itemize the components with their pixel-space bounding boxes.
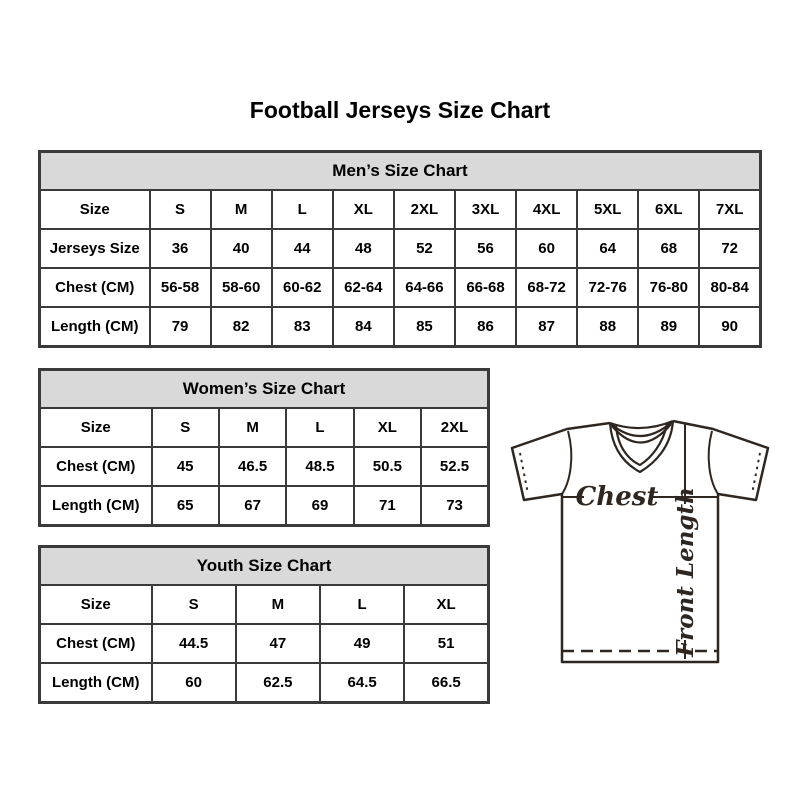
table-row bbox=[40, 663, 489, 703]
value-cell: 83 bbox=[272, 307, 333, 347]
youth-size-chart-table bbox=[38, 545, 490, 704]
value-cell: M bbox=[211, 190, 272, 229]
value-cell: L bbox=[320, 585, 404, 624]
value-cell: 64-66 bbox=[394, 268, 455, 307]
value-cell: 72 bbox=[699, 229, 760, 268]
row-label: Size bbox=[40, 408, 152, 447]
value-cell: 84 bbox=[333, 307, 394, 347]
value-cell: 3XL bbox=[455, 190, 516, 229]
table-title-row bbox=[40, 547, 489, 586]
row-label: Length (CM) bbox=[40, 486, 152, 526]
value-cell: 72-76 bbox=[577, 268, 638, 307]
value-cell: 7XL bbox=[699, 190, 760, 229]
value-cell: 40 bbox=[211, 229, 272, 268]
value-cell: 85 bbox=[394, 307, 455, 347]
value-cell: 44.5 bbox=[152, 624, 236, 663]
value-cell: 52 bbox=[394, 229, 455, 268]
value-cell: 2XL bbox=[394, 190, 455, 229]
value-cell: 60 bbox=[152, 663, 236, 703]
table-title: Youth Size Chart bbox=[40, 547, 489, 586]
table-row bbox=[40, 229, 761, 268]
table-row bbox=[40, 585, 489, 624]
front-length-label: Front Length bbox=[672, 487, 699, 657]
page-title: Football Jerseys Size Chart bbox=[249, 97, 551, 123]
armhole-seam-right bbox=[709, 431, 718, 494]
table-row bbox=[40, 268, 761, 307]
row-label: Chest (CM) bbox=[40, 447, 152, 486]
value-cell: 56-58 bbox=[150, 268, 211, 307]
table-title-row bbox=[40, 370, 489, 409]
value-cell: 71 bbox=[354, 486, 421, 526]
value-cell: XL bbox=[354, 408, 421, 447]
value-cell: L bbox=[286, 408, 353, 447]
row-label: Length (CM) bbox=[40, 307, 150, 347]
value-cell: 62-64 bbox=[333, 268, 394, 307]
row-label: Length (CM) bbox=[40, 663, 152, 703]
value-cell: 46.5 bbox=[219, 447, 286, 486]
value-cell: 58-60 bbox=[211, 268, 272, 307]
jersey-outline-icon bbox=[512, 421, 768, 662]
row-label: Chest (CM) bbox=[40, 624, 152, 663]
value-cell: 48.5 bbox=[286, 447, 353, 486]
value-cell: 67 bbox=[219, 486, 286, 526]
value-cell: 65 bbox=[152, 486, 219, 526]
value-cell: 5XL bbox=[577, 190, 638, 229]
table-row bbox=[40, 408, 489, 447]
value-cell: 51 bbox=[404, 624, 488, 663]
value-cell: 80-84 bbox=[699, 268, 760, 307]
collar-icon bbox=[610, 421, 673, 472]
value-cell: 45 bbox=[152, 447, 219, 486]
chest-label: Chest bbox=[575, 482, 659, 512]
value-cell: 66.5 bbox=[404, 663, 488, 703]
jersey-measurement-diagram bbox=[504, 402, 776, 694]
table-row bbox=[40, 486, 489, 526]
value-cell: 47 bbox=[236, 624, 320, 663]
value-cell: 79 bbox=[150, 307, 211, 347]
value-cell: 87 bbox=[516, 307, 577, 347]
value-cell: 44 bbox=[272, 229, 333, 268]
value-cell: 60 bbox=[516, 229, 577, 268]
row-label: Jerseys Size bbox=[40, 229, 150, 268]
value-cell: 89 bbox=[638, 307, 699, 347]
value-cell: 64 bbox=[577, 229, 638, 268]
table-title: Women’s Size Chart bbox=[40, 370, 489, 409]
table-row bbox=[40, 624, 489, 663]
value-cell: 68-72 bbox=[516, 268, 577, 307]
value-cell: 4XL bbox=[516, 190, 577, 229]
value-cell: M bbox=[219, 408, 286, 447]
row-label: Size bbox=[40, 190, 150, 229]
value-cell: 52.5 bbox=[421, 447, 488, 486]
value-cell: XL bbox=[404, 585, 488, 624]
value-cell: 50.5 bbox=[354, 447, 421, 486]
value-cell: S bbox=[150, 190, 211, 229]
womens-size-chart-table bbox=[38, 368, 490, 527]
value-cell: 90 bbox=[699, 307, 760, 347]
value-cell: 88 bbox=[577, 307, 638, 347]
table-row bbox=[40, 190, 761, 229]
value-cell: L bbox=[272, 190, 333, 229]
value-cell: 86 bbox=[455, 307, 516, 347]
armhole-seam-left bbox=[562, 431, 571, 494]
value-cell: 2XL bbox=[421, 408, 488, 447]
mens-size-chart-table bbox=[38, 150, 762, 348]
value-cell: 6XL bbox=[638, 190, 699, 229]
value-cell: 73 bbox=[421, 486, 488, 526]
value-cell: 82 bbox=[211, 307, 272, 347]
value-cell: 48 bbox=[333, 229, 394, 268]
value-cell: 68 bbox=[638, 229, 699, 268]
value-cell: 62.5 bbox=[236, 663, 320, 703]
value-cell: 76-80 bbox=[638, 268, 699, 307]
value-cell: 64.5 bbox=[320, 663, 404, 703]
value-cell: XL bbox=[333, 190, 394, 229]
row-label: Size bbox=[40, 585, 152, 624]
value-cell: S bbox=[152, 585, 236, 624]
table-title-row bbox=[40, 152, 761, 191]
value-cell: 60-62 bbox=[272, 268, 333, 307]
table-row bbox=[40, 307, 761, 347]
value-cell: 49 bbox=[320, 624, 404, 663]
value-cell: 69 bbox=[286, 486, 353, 526]
value-cell: M bbox=[236, 585, 320, 624]
value-cell: S bbox=[152, 408, 219, 447]
row-label: Chest (CM) bbox=[40, 268, 150, 307]
value-cell: 56 bbox=[455, 229, 516, 268]
value-cell: 36 bbox=[150, 229, 211, 268]
table-row bbox=[40, 447, 489, 486]
value-cell: 66-68 bbox=[455, 268, 516, 307]
table-title: Men’s Size Chart bbox=[40, 152, 761, 191]
